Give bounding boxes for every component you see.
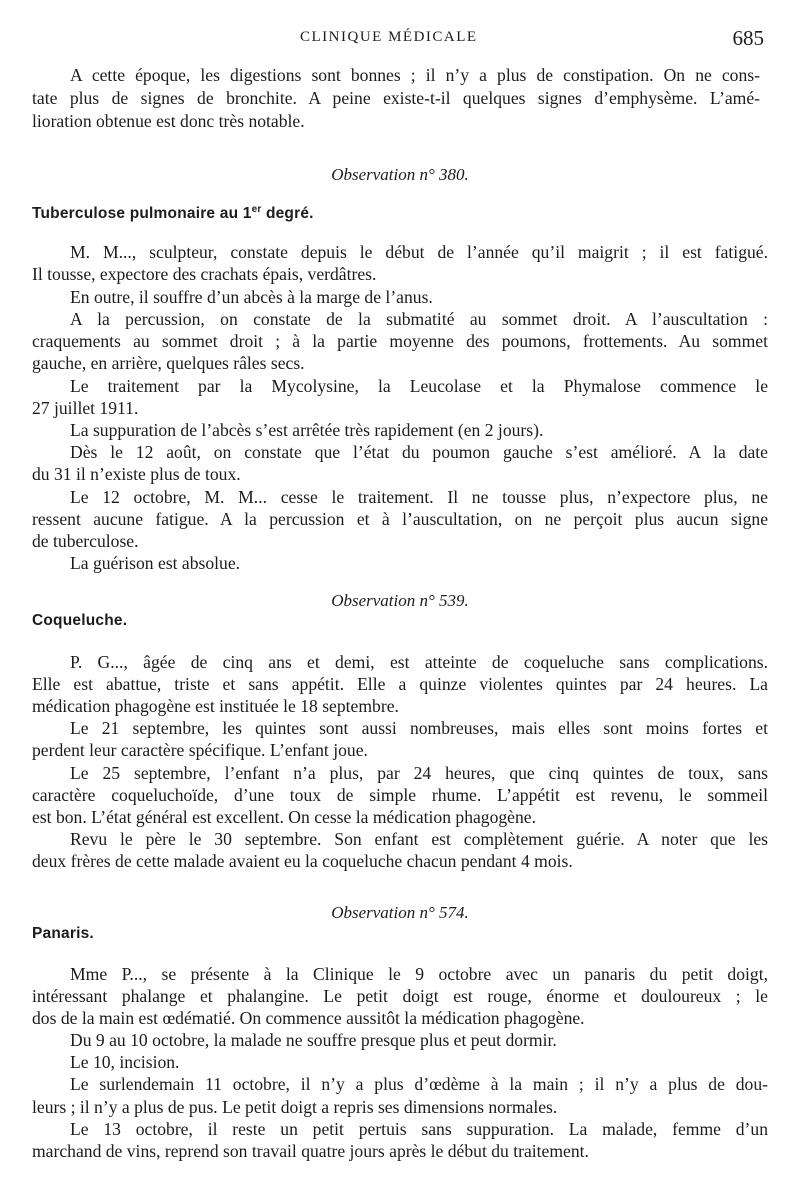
page-number: 685: [732, 26, 764, 50]
heading-superscript: er: [251, 204, 262, 215]
text-line: dos de la main est œdématié. On commence aussitôt la médication phagogène.: [32, 1008, 585, 1028]
text-line: Dès le 12 août, on constate que l’état du poumon gauche s’est amélioré. A la date: [70, 442, 768, 462]
text-line: Le 13 octobre, il reste un petit pertuis sans suppuration. La malade, femme d’un: [70, 1119, 768, 1139]
text-line: Le traitement par la Mycolysine, la Leucolase et la Phymalose commence le: [70, 376, 768, 396]
text-line: tate plus de signes de bronchite. A peine existe-t-il quelques signes d’emphysème. L’amé-: [32, 88, 760, 108]
text-line: 27 juillet 1911.: [32, 398, 139, 418]
section-heading: [32, 205, 314, 223]
observation-title: Observation n° 380.: [331, 165, 469, 184]
text-line: Revu le père le 30 septembre. Son enfant est complètement guérie. A noter que les: [70, 829, 768, 849]
text-line: Du 9 au 10 octobre, la malade ne souffre presque plus et peut dormir.: [70, 1030, 557, 1050]
text-line: Le 25 septembre, l’enfant n’a plus, par 24 heures, que cinq quintes de toux, sans: [70, 763, 768, 783]
running-title: CLINIQUE MÉDICALE: [300, 29, 478, 45]
text-line: leurs ; il n’y a plus de pus. Le petit doigt a repris ses dimensions normales.: [32, 1097, 558, 1117]
text-line: En outre, il souffre d’un abcès à la marge de l’anus.: [70, 287, 433, 307]
text-line: Elle est abattue, triste et sans appétit. Elle a quinze violentes quintes par 24 heures. La: [32, 674, 768, 694]
text-line: Le 10, incision.: [70, 1052, 180, 1072]
text-line: La guérison est absolue.: [70, 553, 241, 573]
text-line: caractère coqueluchoïde, d’une toux de simple rhume. L’appétit est revenu, le sommeil: [32, 785, 768, 805]
text-line: craquements au sommet droit ; à la partie moyenne des poumons, frottements. Au sommet: [32, 331, 768, 351]
text-line: A cette époque, les digestions sont bonnes ; il n’y a plus de constipation. On ne cons-: [70, 65, 760, 85]
text-line: Il tousse, expectore des crachats épais, verdâtres.: [32, 264, 377, 284]
section-heading: Coqueluche.: [32, 612, 128, 629]
text-line: Le 21 septembre, les quintes sont aussi nombreuses, mais elles sont moins fortes et: [70, 718, 768, 738]
text-line: de tuberculose.: [32, 531, 139, 551]
page-header: [0, 26, 800, 50]
heading-suffix: degré.: [261, 205, 314, 222]
text-line: A la percussion, on constate de la submatité au sommet droit. A l’auscultation :: [70, 309, 768, 329]
observation-title: Observation n° 539.: [331, 591, 469, 610]
text-line: gauche, en arrière, quelques râles secs.: [32, 353, 305, 373]
section-heading: Panaris.: [32, 925, 94, 942]
heading-text: Tuberculose pulmonaire au 1: [32, 205, 252, 222]
text-line: P. G..., âgée de cinq ans et demi, est atteinte de coqueluche sans complications.: [70, 652, 768, 672]
text-line: intéressant phalange et phalangine. Le petit doigt est rouge, énorme et douloureux ; le: [32, 986, 768, 1006]
text-line: médication phagogène est instituée le 18 septembre.: [32, 696, 399, 716]
text-line: M. M..., sculpteur, constate depuis le début de l’année qu’il maigrit ; il est fatigué.: [70, 242, 768, 262]
text-line: perdent leur caractère spécifique. L’enfant joue.: [32, 740, 368, 760]
observation-title: Observation n° 574.: [331, 903, 469, 922]
text-line: Le 12 octobre, M. M... cesse le traitement. Il ne tousse plus, n’expectore plus, ne: [70, 487, 768, 507]
text-line: Mme P..., se présente à la Clinique le 9 octobre avec un panaris du petit doigt,: [70, 964, 768, 984]
text-line: deux frères de cette malade avaient eu la coqueluche chacun pendant 4 mois.: [32, 851, 573, 871]
text-line: lioration obtenue est donc très notable.: [32, 111, 305, 131]
text-line: marchand de vins, reprend son travail quatre jours après le début du traitement.: [32, 1141, 589, 1161]
text-line: ressent aucune fatigue. A la percussion et à l’auscultation, on ne perçoit plus aucun signe: [32, 509, 768, 529]
text-line: La suppuration de l’abcès s’est arrêtée très rapidement (en 2 jours).: [70, 420, 544, 440]
text-line: Le surlendemain 11 octobre, il n’y a plus d’œdème à la main ; il n’y a plus de dou-: [70, 1074, 768, 1094]
text-line: est bon. L’état général est excellent. On cesse la médication phagogène.: [32, 807, 536, 827]
text-line: du 31 il n’existe plus de toux.: [32, 464, 241, 484]
